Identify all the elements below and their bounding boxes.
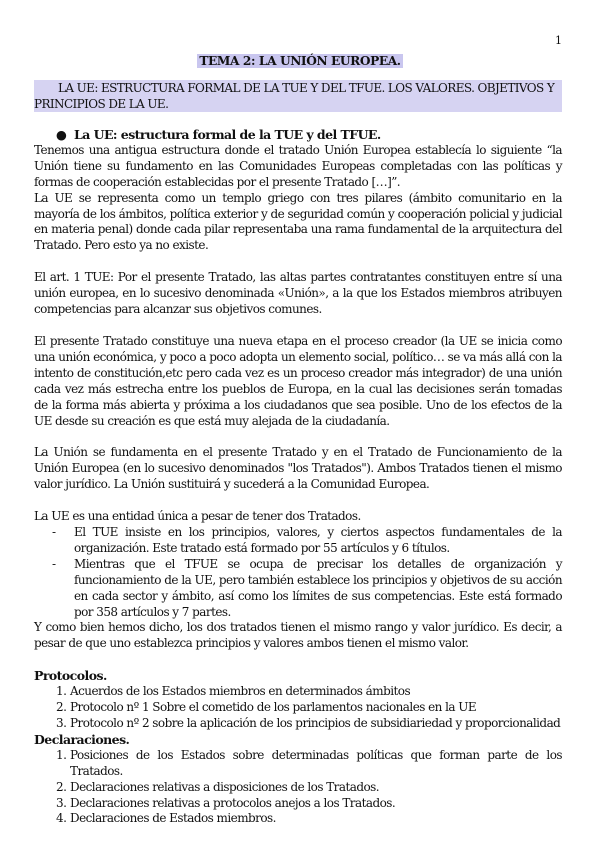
list-item: 3. Protocolo nº 2 sobre la aplicación de los principios de subsidiariedad y proporcionalidad [56, 716, 561, 730]
list-item: - El TUE insiste en los principios, valores, y ciertos aspectos fundamentales de la organización. Este tratado está formado por 55 artículos y 6 títulos. [52, 525, 562, 555]
list-item: 2. Protocolo nº 1 Sobre el cometido de los parlamentos nacionales en la UE [56, 700, 477, 715]
list-item: 3. Declaraciones relativas a protocolos anejos a los Tratados. [56, 795, 396, 810]
dash-icon: - [52, 525, 56, 540]
paragraph: El art. 1 TUE: Por el presente Tratado, las altas partes contratantes constituyen entre sí una unión europea, en lo sucesivo denominada «Unión», a la que los Estados miembros atribuyen competencias para alcanzar sus objetivos comunes. [34, 270, 562, 317]
dash-icon: - [52, 556, 56, 571]
document-body [34, 127, 562, 827]
dash-list [34, 525, 562, 620]
subtitle: LA UE: ESTRUCTURA FORMAL DE LA TUE Y DEL TFUE. LOS VALORES. OBJETIVOS Y PRINCIPIOS DE LA UE. [34, 80, 562, 112]
section-heading [34, 127, 562, 143]
paragraph: Y como bien hemos dicho, los dos tratados tienen el mismo rango y valor jurídico. Es decir, a pesar de que uno establezca principios y valores ambos tienen el mismo valor. [34, 620, 562, 651]
list-item: 4. Declaraciones de Estados miembros. [56, 811, 276, 826]
list-item: 1. Posiciones de los Estados sobre determinadas políticas que forman parte de los Tratados. [56, 747, 562, 778]
page-title [0, 50, 600, 69]
protocolos-heading: Protocolos. [34, 668, 107, 684]
paragraph: La Unión se fundamenta en el presente Tratado y en el Tratado de Funcionamiento de la Unión Europea (en lo sucesivo denominados "los Tratados"). Ambos Tratados tienen el mismo valor jurídico. La Unión sustituirá y sucederá a la Comunidad Europea. [34, 445, 562, 492]
list-item: - Mientras que el TFUE se ocupa de precisar los detalles de organización y funcionamiento de la UE, pero también establece los principios y objetivos de su acción en cada sector y ámbito, así como los límites de sus competencias. Este está formado por 358 artículos y 7 partes. [52, 556, 562, 619]
paragraph: El presente Tratado constituye una nueva etapa en el proceso creador (la UE se inicia como una unión económica, y poco a poco adopta un elemento social, político… se va más allá con la intento de constitución,etc pero cada vez es un proceso creador más integrador) de una unión cada vez más estrecha entre los pueblos de Europa, en la cual las decisiones serán tomadas de la forma más abierta y próxima a los ciudadanos que sea posible. Uno de los efectos de la UE desde su creación es que está muy alejada de la ciudadanía. [34, 333, 562, 428]
page-number: 1 [555, 34, 562, 47]
declaraciones-list [34, 748, 562, 828]
list-item: 2. Declaraciones relativas a disposiciones de los Tratados. [56, 779, 380, 794]
protocolos-list [34, 684, 562, 732]
paragraph: La UE se representa como un templo griego con tres pilares (ámbito comunitario en la mayoría de los ámbitos, política exterior y de seguridad común y cooperación policial y judicial en materia penal) donde cada pilar representaba una rama fundamental de la arquitectura del Tratado. Pero esto ya no existe. [34, 190, 562, 253]
section-heading-text: La UE: estructura formal de la TUE y del TFUE. [74, 127, 381, 142]
list-item: 1. Acuerdos de los Estados miembros en determinados ámbitos [56, 684, 411, 699]
bullet-icon: ● [56, 127, 67, 142]
paragraph: Tenemos una antigua estructura donde el tratado Unión Europea establecía lo siguiente “la Unión tiene su fundamento en las Comunidades Europeas completadas con las políticas y formas de cooperación establecidas por el presente Tratado […]”. [34, 142, 562, 189]
declaraciones-heading: Declaraciones. [34, 731, 130, 747]
paragraph: La UE es una entidad única a pesar de tener dos Tratados. [34, 509, 361, 524]
page-title-text: TEMA 2: LA UNIÓN EUROPEA. [199, 54, 401, 68]
